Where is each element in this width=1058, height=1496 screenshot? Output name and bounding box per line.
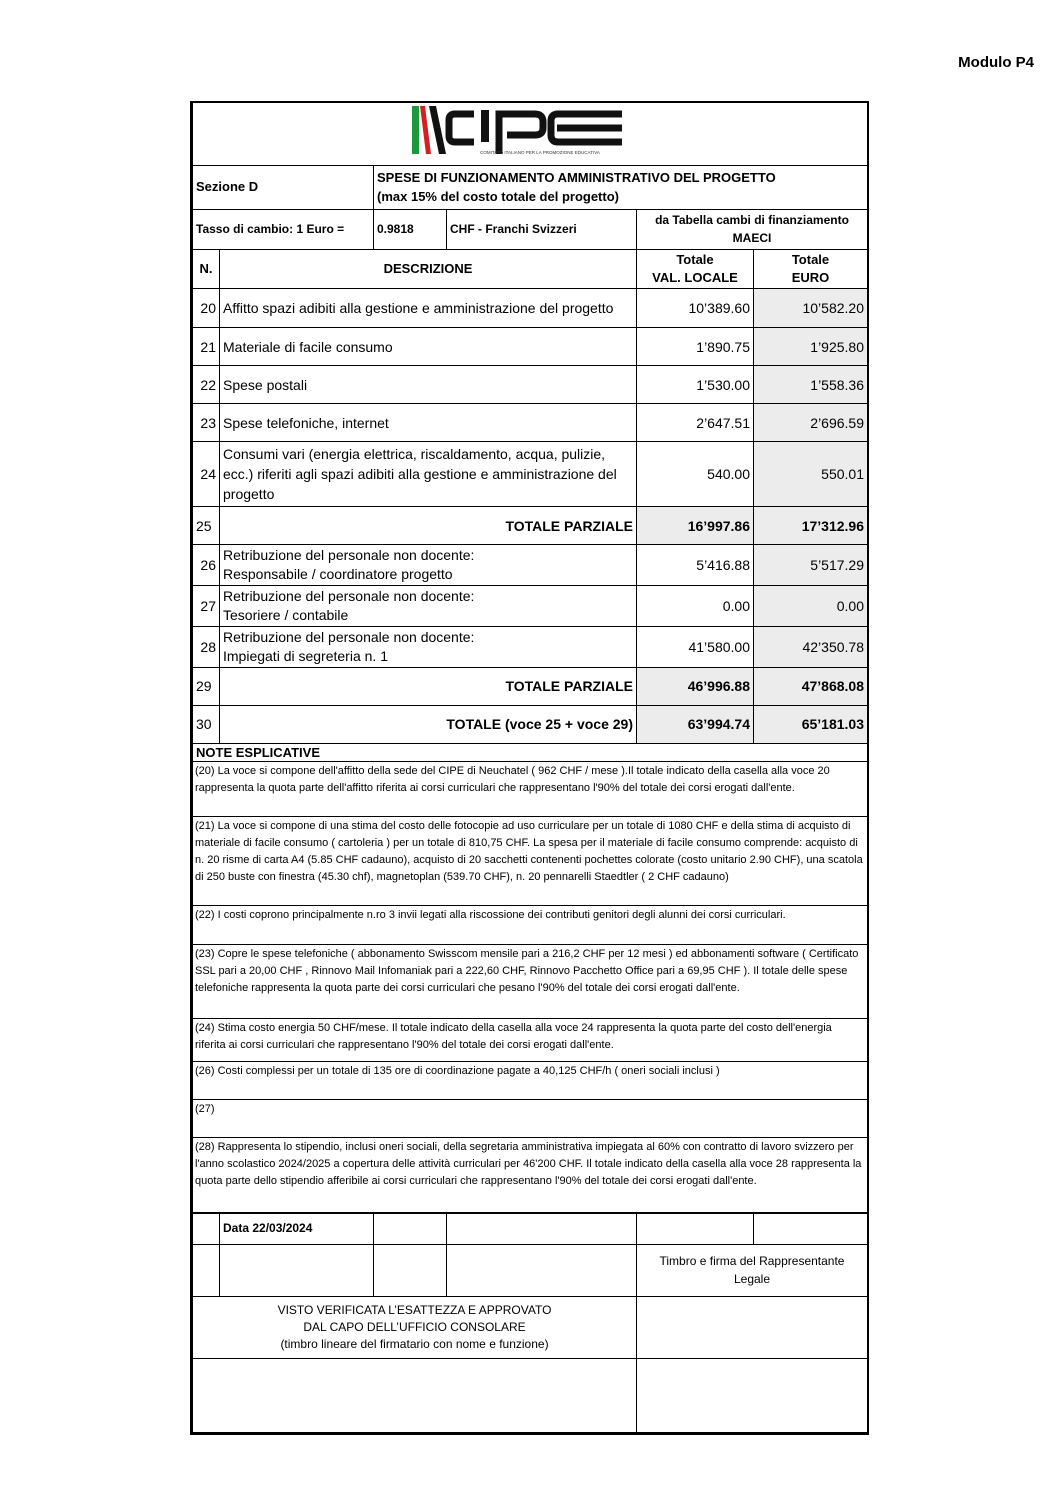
row-description: TOTALE (voce 25 + voce 29)	[220, 705, 637, 743]
row-number: 30	[193, 705, 220, 743]
cambio-value: 0.9818	[374, 209, 447, 249]
visto-stamp-area	[637, 1297, 868, 1359]
row-number: 22	[193, 366, 220, 404]
note-24: (24) Stima costo energia 50 CHF/mese. Il totale indicato della casella alla voce 24 rappresenta la quota parte del costo dell'energia riferita ai corsi curriculari che rappresentano l'90% del totale dei corsi erogati dall'ente.	[193, 1019, 868, 1062]
row-local: 1’890.75	[637, 328, 754, 366]
main-table	[192, 103, 868, 1433]
timbro-firma-label: Timbro e firma del Rappresentante Legale	[637, 1245, 868, 1297]
row-euro: 17’312.96	[754, 507, 868, 545]
note-22: (22) I costi coprono principalmente n.ro 3 invii legati alla riscossione dei contributi genitori degli alunni dei corsi curriculari.	[193, 906, 868, 945]
table-row	[193, 442, 868, 507]
row-local: 2’647.51	[637, 404, 754, 442]
row-number: 29	[193, 667, 220, 705]
row-number: 23	[193, 404, 220, 442]
logo-subtitle: COMITATO ITALIANO PER LA PROMOZIONE EDUCATIVA	[480, 150, 600, 155]
signature-area-right	[637, 1359, 868, 1433]
row-local: 0.00	[637, 586, 754, 627]
visto-label-3: (timbro lineare del firmatario con nome e funzione)	[280, 1337, 549, 1352]
row-local: 16’997.86	[637, 507, 754, 545]
form-sheet	[190, 101, 869, 1435]
header-descrizione: DESCRIZIONE	[220, 249, 637, 288]
row-number: 25	[193, 507, 220, 545]
row-description: Retribuzione del personale non docente:	[223, 588, 475, 604]
table-row	[193, 404, 868, 442]
visto-label-2: DAL CAPO DELL’UFFICIO CONSOLARE	[303, 1319, 526, 1334]
header-euro-2: EURO	[791, 270, 830, 286]
sezione-label: Sezione D	[193, 165, 374, 209]
row-euro: 10’582.20	[754, 289, 868, 328]
row-description: Consumi vari (energia elettrica, riscaldamento, acqua, pulizie, ecc.) riferiti agli spazi adibiti alla gestione e amministrazione del progetto	[220, 442, 637, 507]
row-description: Retribuzione del personale non docente:	[223, 628, 475, 645]
row-number: 20	[193, 289, 220, 328]
sezione-title: SPESE DI FUNZIONAMENTO AMMINISTRATIVO DEL PROGETTO	[377, 169, 776, 185]
row-local: 63’994.74	[637, 705, 754, 743]
table-row	[193, 626, 868, 667]
table-row	[193, 328, 868, 366]
row-number: 26	[193, 545, 220, 586]
signature-area	[193, 1359, 637, 1433]
row-description: Affitto spazi adibiti alla gestione e amministrazione del progetto	[220, 289, 637, 328]
row-local: 5’416.88	[637, 545, 754, 586]
row-euro: 0.00	[754, 586, 868, 627]
cipe-logo	[412, 104, 648, 158]
note-title: NOTE ESPLICATIVE	[193, 743, 868, 762]
table-row	[193, 289, 868, 328]
row-number: 28	[193, 626, 220, 667]
row-description: Retribuzione del personale non docente:	[223, 547, 475, 564]
row-euro: 1’925.80	[754, 328, 868, 366]
cambio-currency: CHF - Franchi Svizzeri	[447, 209, 637, 249]
row-local: 41’580.00	[637, 626, 754, 667]
row-number: 21	[193, 328, 220, 366]
row-euro: 550.01	[754, 442, 868, 507]
table-row	[193, 586, 868, 627]
sezione-subtitle: (max 15% del costo totale del progetto)	[377, 189, 619, 205]
header-local: Totale	[676, 251, 714, 267]
row-description: TOTALE PARZIALE	[220, 507, 637, 545]
row-euro: 47’868.08	[754, 667, 868, 705]
cambio-source: da Tabella cambi di finanziamento	[655, 213, 849, 228]
row-euro: 42’350.78	[754, 626, 868, 667]
data-field: Data 22/03/2024	[220, 1213, 374, 1245]
note-27: (27)	[193, 1100, 868, 1138]
header-n: N.	[193, 249, 220, 288]
table-row-subtotal	[193, 667, 868, 705]
row-number: 24	[193, 442, 220, 507]
row-description-2: Tesoriere / contabile	[223, 606, 349, 623]
row-local: 540.00	[637, 442, 754, 507]
row-description-2: Impiegati di segreteria n. 1	[223, 647, 388, 664]
row-euro: 2’696.59	[754, 404, 868, 442]
table-row	[193, 366, 868, 404]
row-number: 27	[193, 586, 220, 627]
modulo-label: Modulo P4	[958, 54, 1034, 71]
table-row-total	[193, 705, 868, 743]
logo-cell	[193, 103, 868, 165]
visto-label: VISTO VERIFICATA L’ESATTEZZA E APPROVATO	[277, 1302, 552, 1317]
note-20: (20) La voce si compone dell'affitto della sede del CIPE di Neuchatel ( 962 CHF / mese ).Il totale indicato della casella alla voce 20 rappresenta la quota parte dell'affitto riferita ai corsi curriculari che rappresentano l'90% del totale dei corsi erogati dall'ente.	[193, 762, 868, 817]
row-description: Spese telefoniche, internet	[220, 404, 637, 442]
row-description: TOTALE PARZIALE	[220, 667, 637, 705]
row-euro: 65’181.03	[754, 705, 868, 743]
row-euro: 1’558.36	[754, 366, 868, 404]
cambio-source-2: MAECI	[732, 231, 772, 246]
note-28: (28) Rappresenta lo stipendio, inclusi oneri sociali, della segretaria amministrativa impiegata al 60% con contratto di lavoro svizzero per l'anno scolastico 2024/2025 a copertura delle attività curriculari per 46'200 CHF. Il totale indicato della casella alla voce 28 rappresenta la quota parte dello stipendio afferibile ai corsi curriculari che rappresentano l'90% del totale dei corsi erogati dall'ente.	[193, 1138, 868, 1213]
cambio-label: Tasso di cambio: 1 Euro =	[193, 209, 374, 249]
row-local: 1’530.00	[637, 366, 754, 404]
note-21: (21) La voce si compone di una stima del costo delle fotocopie ad uso curriculare per un totale di 1080 CHF e della stima di acquisto di materiale di facile consumo ( cartoleria ) per un totale di 810,75 CHF. La spesa per il materiale di facile consumo comprende: acquisto di n. 20 risme di carta A4 (5.85 CHF cadauno), acquisto di 20 sacchetti contenenti pochettes colorate (costo unitario 2.90 CHF), una scatola di 250 buste con finestra (45.30 chf), magnetoplan (539.70 CHF), n. 20 pennarelli Staedtler ( 2 CHF cadauno)	[193, 817, 868, 906]
row-description: Spese postali	[220, 366, 637, 404]
note-23: (23) Copre le spese telefoniche ( abbonamento Swisscom mensile pari a 216,2 CHF per 12 mesi ) ed abbonamenti software ( Certificato SSL pari a 20,00 CHF , Rinnovo Mail Infomaniak pari a 222,60 CHF, Rinnovo Pacchetto Office pari a 69,95 CHF ). Il totale delle spese telefoniche rappresenta la quota parte dei corsi curriculari che pesano l'90% del totale dei corsi erogati dall'ente.	[193, 945, 868, 1019]
table-row	[193, 545, 868, 586]
table-row-subtotal	[193, 507, 868, 545]
row-local: 10’389.60	[637, 289, 754, 328]
row-description-2: Responsabile / coordinatore progetto	[223, 566, 453, 583]
row-description: Materiale di facile consumo	[220, 328, 637, 366]
row-euro: 5’517.29	[754, 545, 868, 586]
note-26: (26) Costi complessi per un totale di 135 ore di coordinazione pagate a 40,125 CHF/h ( oneri sociali inclusi )	[193, 1062, 868, 1100]
header-local-2: VAL. LOCALE	[652, 270, 738, 286]
row-local: 46’996.88	[637, 667, 754, 705]
header-euro: Totale	[791, 251, 830, 267]
